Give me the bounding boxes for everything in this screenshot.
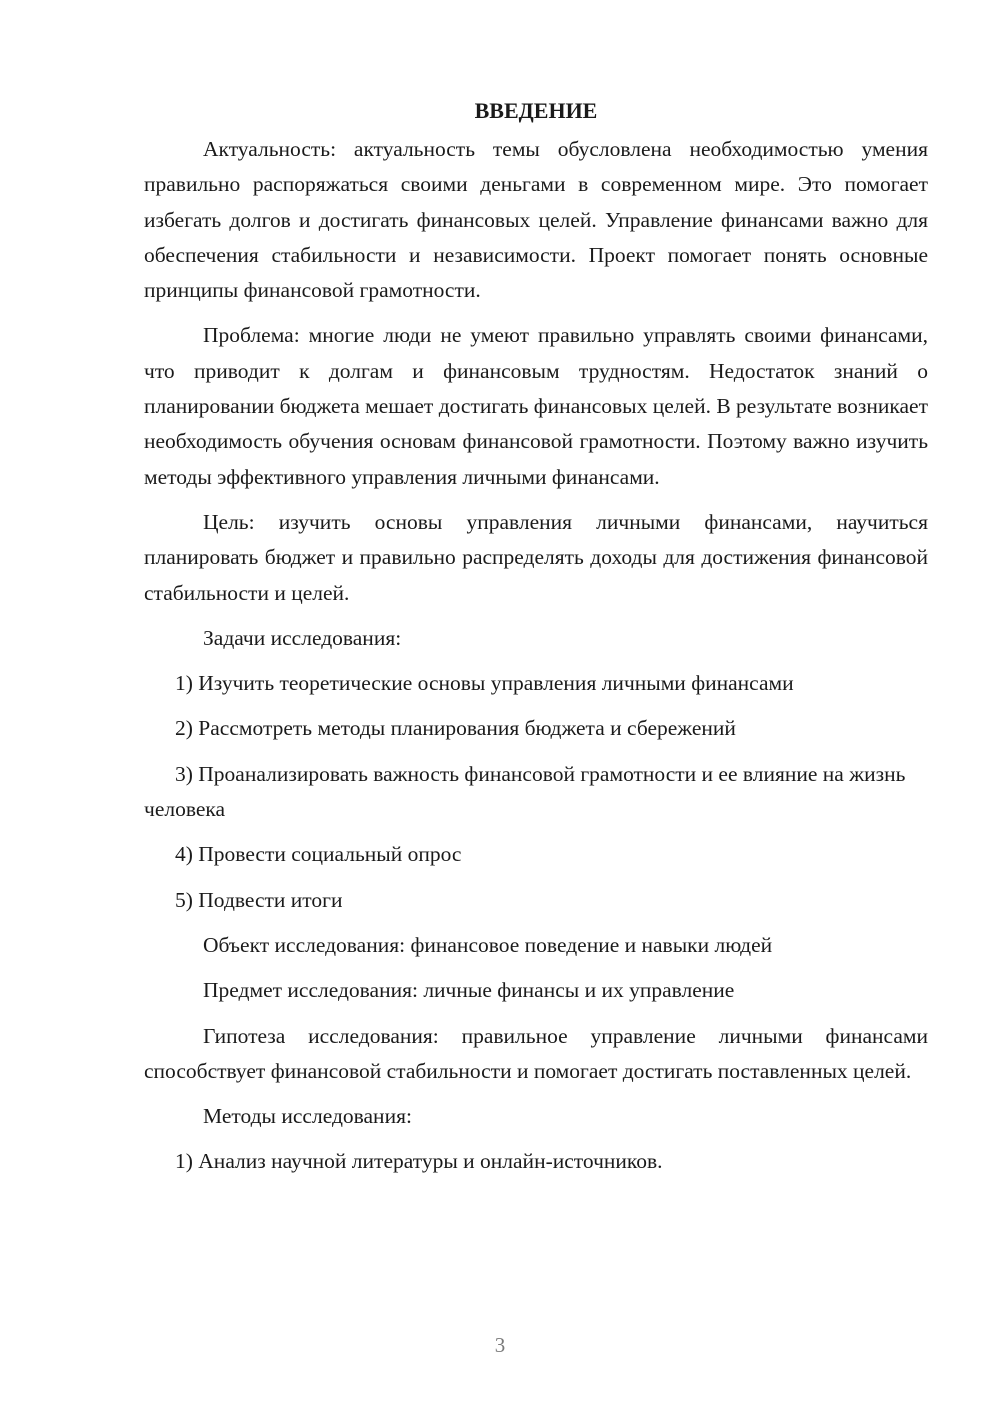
section-heading: ВВЕДЕНИЕ <box>474 98 598 123</box>
paragraph-problem: Проблема: многие люди не умеют правильно управлять своими финансами, что приводит к долгам и финансовым трудностям. Недостаток знаний о планировании бюджета мешает достигать финансовых целей. В результате возникает необходимость обучения основам финансовой грамотности. Поэтому важно изучить методы эффективного управления личными финансами. <box>144 323 928 489</box>
list-item: 1) Анализ научной литературы и онлайн-источников. <box>175 1149 663 1174</box>
paragraph-goal: Цель: изучить основы управления личными финансами, научиться планировать бюджет и правильно распределять доходы для достижения финансовой стабильности и целей. <box>144 509 928 605</box>
list-item: 1) Изучить теоретические основы управления личными финансами <box>175 671 794 696</box>
tasks-heading: Задачи исследования: <box>203 625 402 650</box>
paragraph-hypothesis: Гипотеза исследования: правильное управление личными финансами способствует финансовой стабильности и помогает достигать поставленных целей. <box>144 1023 928 1083</box>
methods-list <box>144 1144 928 1179</box>
list-item: 4) Провести социальный опрос <box>175 842 462 867</box>
document-page <box>144 96 928 1190</box>
paragraph-object: Объект исследования: финансовое поведение и навыки людей <box>203 932 773 957</box>
paragraph-relevance: Актуальность: актуальность темы обусловлена необходимостью умения правильно распоряжаться своими деньгами в современном мире. Это помогает избегать долгов и достигать финансовых целей. Управление финансами важно для обеспечения стабильности и независимости. Проект помогает понять основные принципы финансовой грамотности. <box>144 137 928 303</box>
tasks-list <box>144 666 928 918</box>
list-item: 2) Рассмотреть методы планирования бюджета и сбережений <box>175 716 736 741</box>
list-item: 5) Подвести итоги <box>175 887 343 912</box>
paragraph-subject: Предмет исследования: личные финансы и их управление <box>203 978 735 1003</box>
methods-heading: Методы исследования: <box>203 1104 412 1129</box>
page-number: 3 <box>494 1333 506 1357</box>
list-item: 3) Проанализировать важность финансовой грамотности и ее влияние на жизнь человека <box>144 761 906 822</box>
